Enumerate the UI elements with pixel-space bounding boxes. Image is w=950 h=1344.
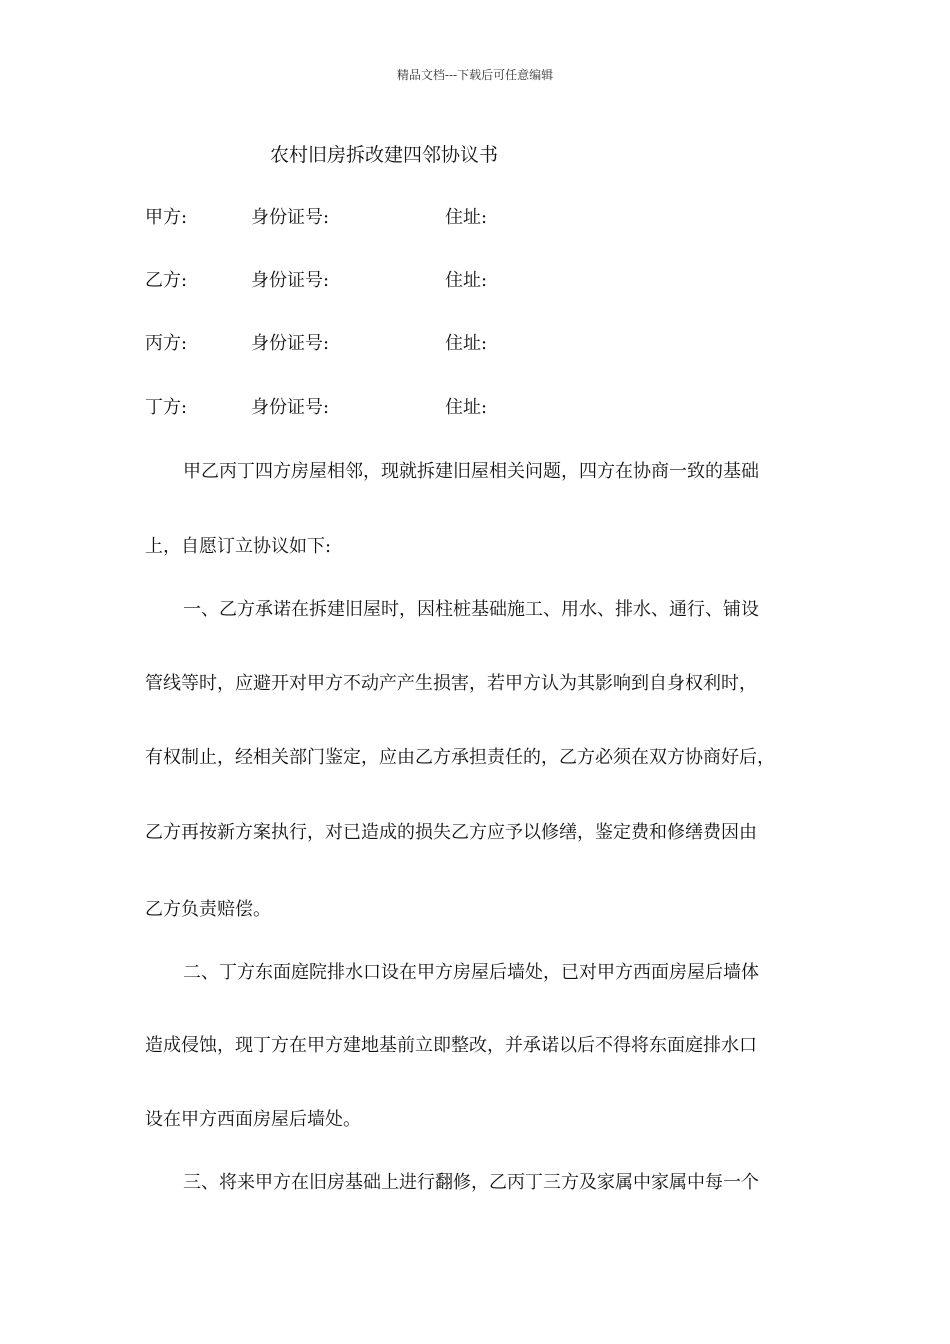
- party-id-label: 身份证号:: [251, 270, 330, 291]
- party-row-d: [145, 393, 845, 419]
- body-line: 设在甲方西面房屋后墙处。: [145, 1109, 361, 1130]
- party-name: 丙方:: [145, 333, 188, 354]
- party-name: 甲方:: [145, 207, 188, 228]
- party-id-label: 身份证号:: [251, 333, 330, 354]
- body-line: 一、乙方承诺在拆建旧屋时，因柱桩基础施工、用水、排水、通行、铺设: [183, 599, 759, 620]
- party-address-label: 住址:: [445, 270, 488, 291]
- party-address-label: 住址:: [445, 397, 488, 418]
- body-line: 甲乙丙丁四方房屋相邻，现就拆建旧屋相关问题，四方在协商一致的基础: [183, 461, 759, 482]
- party-row-c: [145, 329, 845, 355]
- body-line: 上，自愿订立协议如下:: [145, 536, 332, 557]
- party-row-a: [145, 203, 845, 229]
- party-name: 乙方:: [145, 270, 188, 291]
- body-line: 造成侵蚀，现丁方在甲方建地基前立即整改，并承诺以后不得将东面庭排水口: [145, 1035, 757, 1056]
- body-line: 乙方再按新方案执行，对已造成的损失乙方应予以修缮，鉴定费和修缮费因由: [145, 822, 757, 843]
- body-line: 乙方负责赔偿。: [145, 899, 271, 920]
- body-line: 三、将来甲方在旧房基础上进行翻修，乙丙丁三方及家属中家属中每一个: [183, 1172, 759, 1193]
- party-address-label: 住址:: [445, 207, 488, 228]
- party-id-label: 身份证号:: [251, 397, 330, 418]
- party-address-label: 住址:: [445, 333, 488, 354]
- body-line: 管线等时，应避开对甲方不动产产生损害，若甲方认为其影响到自身权利时，: [145, 673, 757, 694]
- page-header: 精品文档---下载后可任意编辑: [396, 68, 554, 82]
- body-line: 有权制止，经相关部门鉴定，应由乙方承担责任的，乙方必须在双方协商好后，: [145, 747, 775, 768]
- body-line: 二、丁方东面庭院排水口设在甲方房屋后墙处，已对甲方西面房屋后墙体: [183, 962, 759, 983]
- party-row-b: [145, 266, 845, 292]
- party-name: 丁方:: [145, 397, 188, 418]
- party-id-label: 身份证号:: [251, 207, 330, 228]
- document-title: 农村旧房拆改建四邻协议书: [270, 144, 499, 166]
